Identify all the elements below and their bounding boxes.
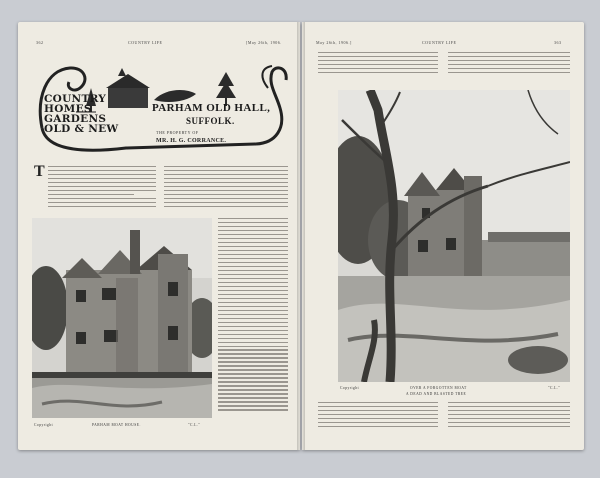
drop-cap: T bbox=[34, 163, 45, 180]
property-line: THE PROPERTY OF bbox=[156, 130, 199, 135]
right-running-title: COUNTRY LIFE bbox=[422, 40, 457, 45]
right-photo-caption-2: A DEAD AND BLASTED TREE bbox=[406, 392, 467, 396]
right-text-column-4 bbox=[448, 402, 570, 430]
left-page-number: 362 bbox=[36, 40, 44, 45]
series-word: COUNTRY bbox=[44, 93, 107, 105]
left-photo-credit-right: "C.L." bbox=[188, 423, 201, 427]
right-page-number: 363 bbox=[554, 40, 562, 45]
text-column-2 bbox=[164, 166, 288, 210]
spread-gutter bbox=[297, 22, 305, 450]
left-photo-credit-left: Copyright bbox=[34, 423, 54, 427]
right-photo-credit-right: "C.L." bbox=[548, 386, 561, 390]
left-date: [May 26th, 1906. bbox=[246, 40, 282, 45]
left-page bbox=[18, 22, 300, 450]
owner-line: MR. H. G. CORRANCE. bbox=[156, 138, 227, 144]
masthead bbox=[36, 58, 292, 160]
series-word: OLD & NEW bbox=[44, 123, 119, 135]
right-date: May 26th, 1906.] bbox=[316, 40, 352, 45]
right-photo-caption-1: OVER A FORGOTTEN MOAT bbox=[410, 386, 467, 390]
article-subtitle: SUFFOLK. bbox=[186, 116, 235, 126]
text-column-3 bbox=[218, 218, 288, 413]
series-word: GARDENS bbox=[44, 113, 107, 125]
right-photo-credit-left: Copyright bbox=[340, 386, 360, 390]
blasted-tree-photo bbox=[338, 90, 570, 382]
right-text-column-3 bbox=[318, 402, 438, 430]
series-word: HOMES bbox=[44, 103, 92, 115]
left-running-title: COUNTRY LIFE bbox=[128, 40, 163, 45]
right-text-column-2 bbox=[448, 52, 570, 76]
left-photo-caption: PARHAM MOAT HOUSE. bbox=[92, 423, 141, 427]
magazine-spread bbox=[18, 22, 584, 450]
photo-illustration bbox=[338, 90, 570, 382]
text-column-1 bbox=[48, 166, 156, 210]
parham-moat-house-photo bbox=[32, 218, 212, 418]
right-page bbox=[302, 22, 584, 450]
photo-illustration bbox=[32, 218, 212, 418]
article-title: PARHAM OLD HALL, bbox=[152, 102, 271, 114]
right-text-column-1 bbox=[318, 52, 438, 76]
series-title bbox=[44, 94, 124, 134]
